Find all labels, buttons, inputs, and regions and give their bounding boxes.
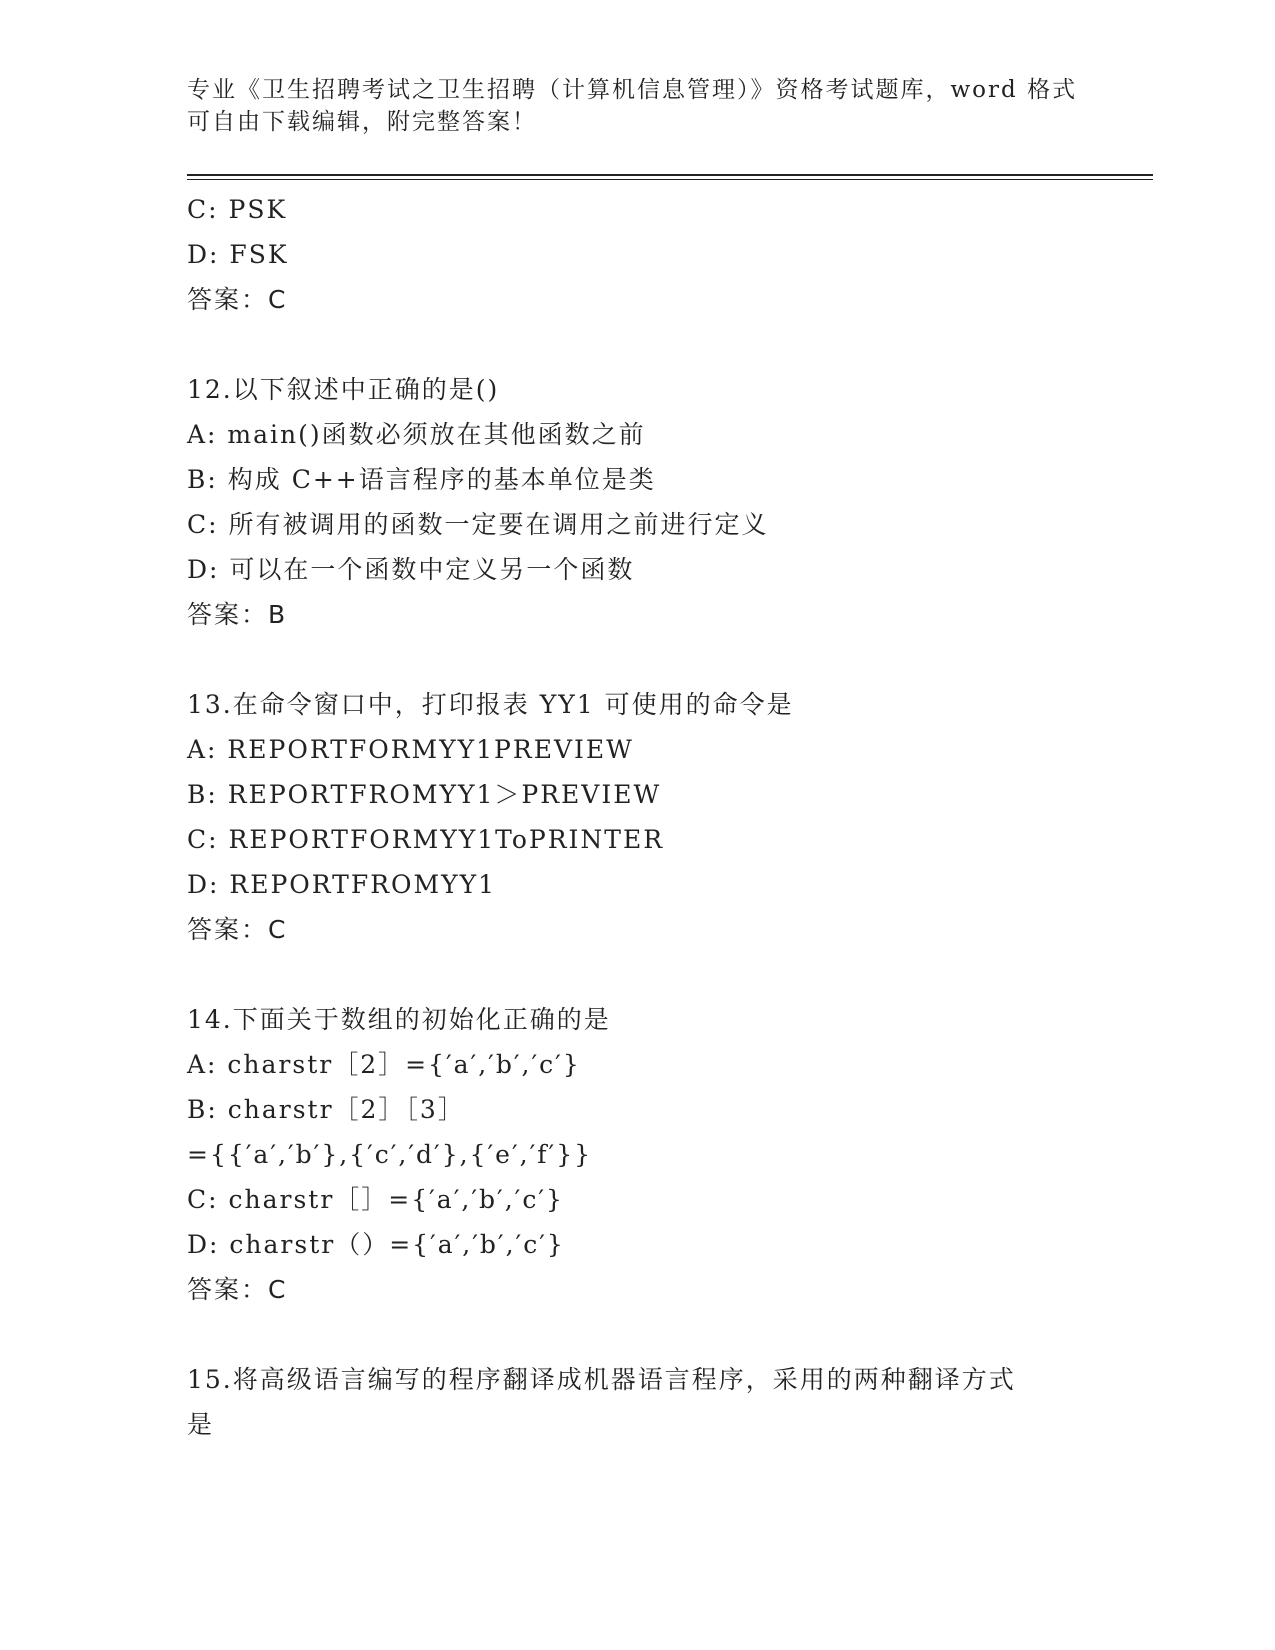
q12-question: 12.以下叙述中正确的是(): [187, 375, 500, 404]
q14-option-b-line-1: B: charstr［2］［3］: [187, 1095, 465, 1124]
q13-answer: 答案：C: [187, 915, 288, 944]
q15-question-line-2: 是: [187, 1410, 215, 1439]
q13-option-d: D: REPORTFROMYY1: [187, 870, 497, 899]
q12-option-d: D: 可以在一个函数中定义另一个函数: [187, 555, 635, 584]
header-line-2: 可自由下载编辑，附完整答案！: [187, 109, 537, 135]
header-divider-thin: [187, 179, 1153, 180]
q14-answer: 答案：C: [187, 1275, 288, 1304]
header-divider-thick: [187, 174, 1153, 176]
header-line-1: 专业《卫生招聘考试之卫生招聘（计算机信息管理）》资格考试题库，word 格式: [187, 77, 1078, 103]
q11-answer: 答案：C: [187, 285, 288, 314]
q12-option-c: C: 所有被调用的函数一定要在调用之前进行定义: [187, 510, 769, 539]
q13-question: 13.在命令窗口中，打印报表 YY1 可使用的命令是: [187, 690, 794, 719]
document-header: [187, 74, 1087, 138]
q13-option-c: C: REPORTFORMYY1ToPRINTER: [187, 825, 665, 854]
q12-answer: 答案：B: [187, 600, 288, 629]
q11-option-c: C: PSK: [187, 195, 288, 224]
q11-option-d: D: FSK: [187, 240, 289, 269]
q14-option-b-line-2: ={{′a′,′b′},{′c′,′d′},{′e′,′f′}}: [187, 1140, 593, 1169]
q14-question: 14.下面关于数组的初始化正确的是: [187, 1005, 611, 1034]
q14-option-d: D: charstr（）={′a′,′b′,′c′}: [187, 1230, 565, 1259]
q13-option-a: A: REPORTFORMYY1PREVIEW: [187, 735, 634, 764]
q12-option-a: A: main()函数必须放在其他函数之前: [187, 420, 646, 449]
q13-option-b: B: REPORTFROMYY1＞PREVIEW: [187, 780, 662, 809]
q14-option-c: C: charstr［］={′a′,′b′,′c′}: [187, 1185, 564, 1214]
q15-question-line-1: 15.将高级语言编写的程序翻译成机器语言程序，采用的两种翻译方式: [187, 1365, 1016, 1394]
q14-option-a: A: charstr［2］={′a′,′b′,′c′}: [187, 1050, 581, 1079]
q12-option-b: B: 构成 C++语言程序的基本单位是类: [187, 465, 656, 494]
